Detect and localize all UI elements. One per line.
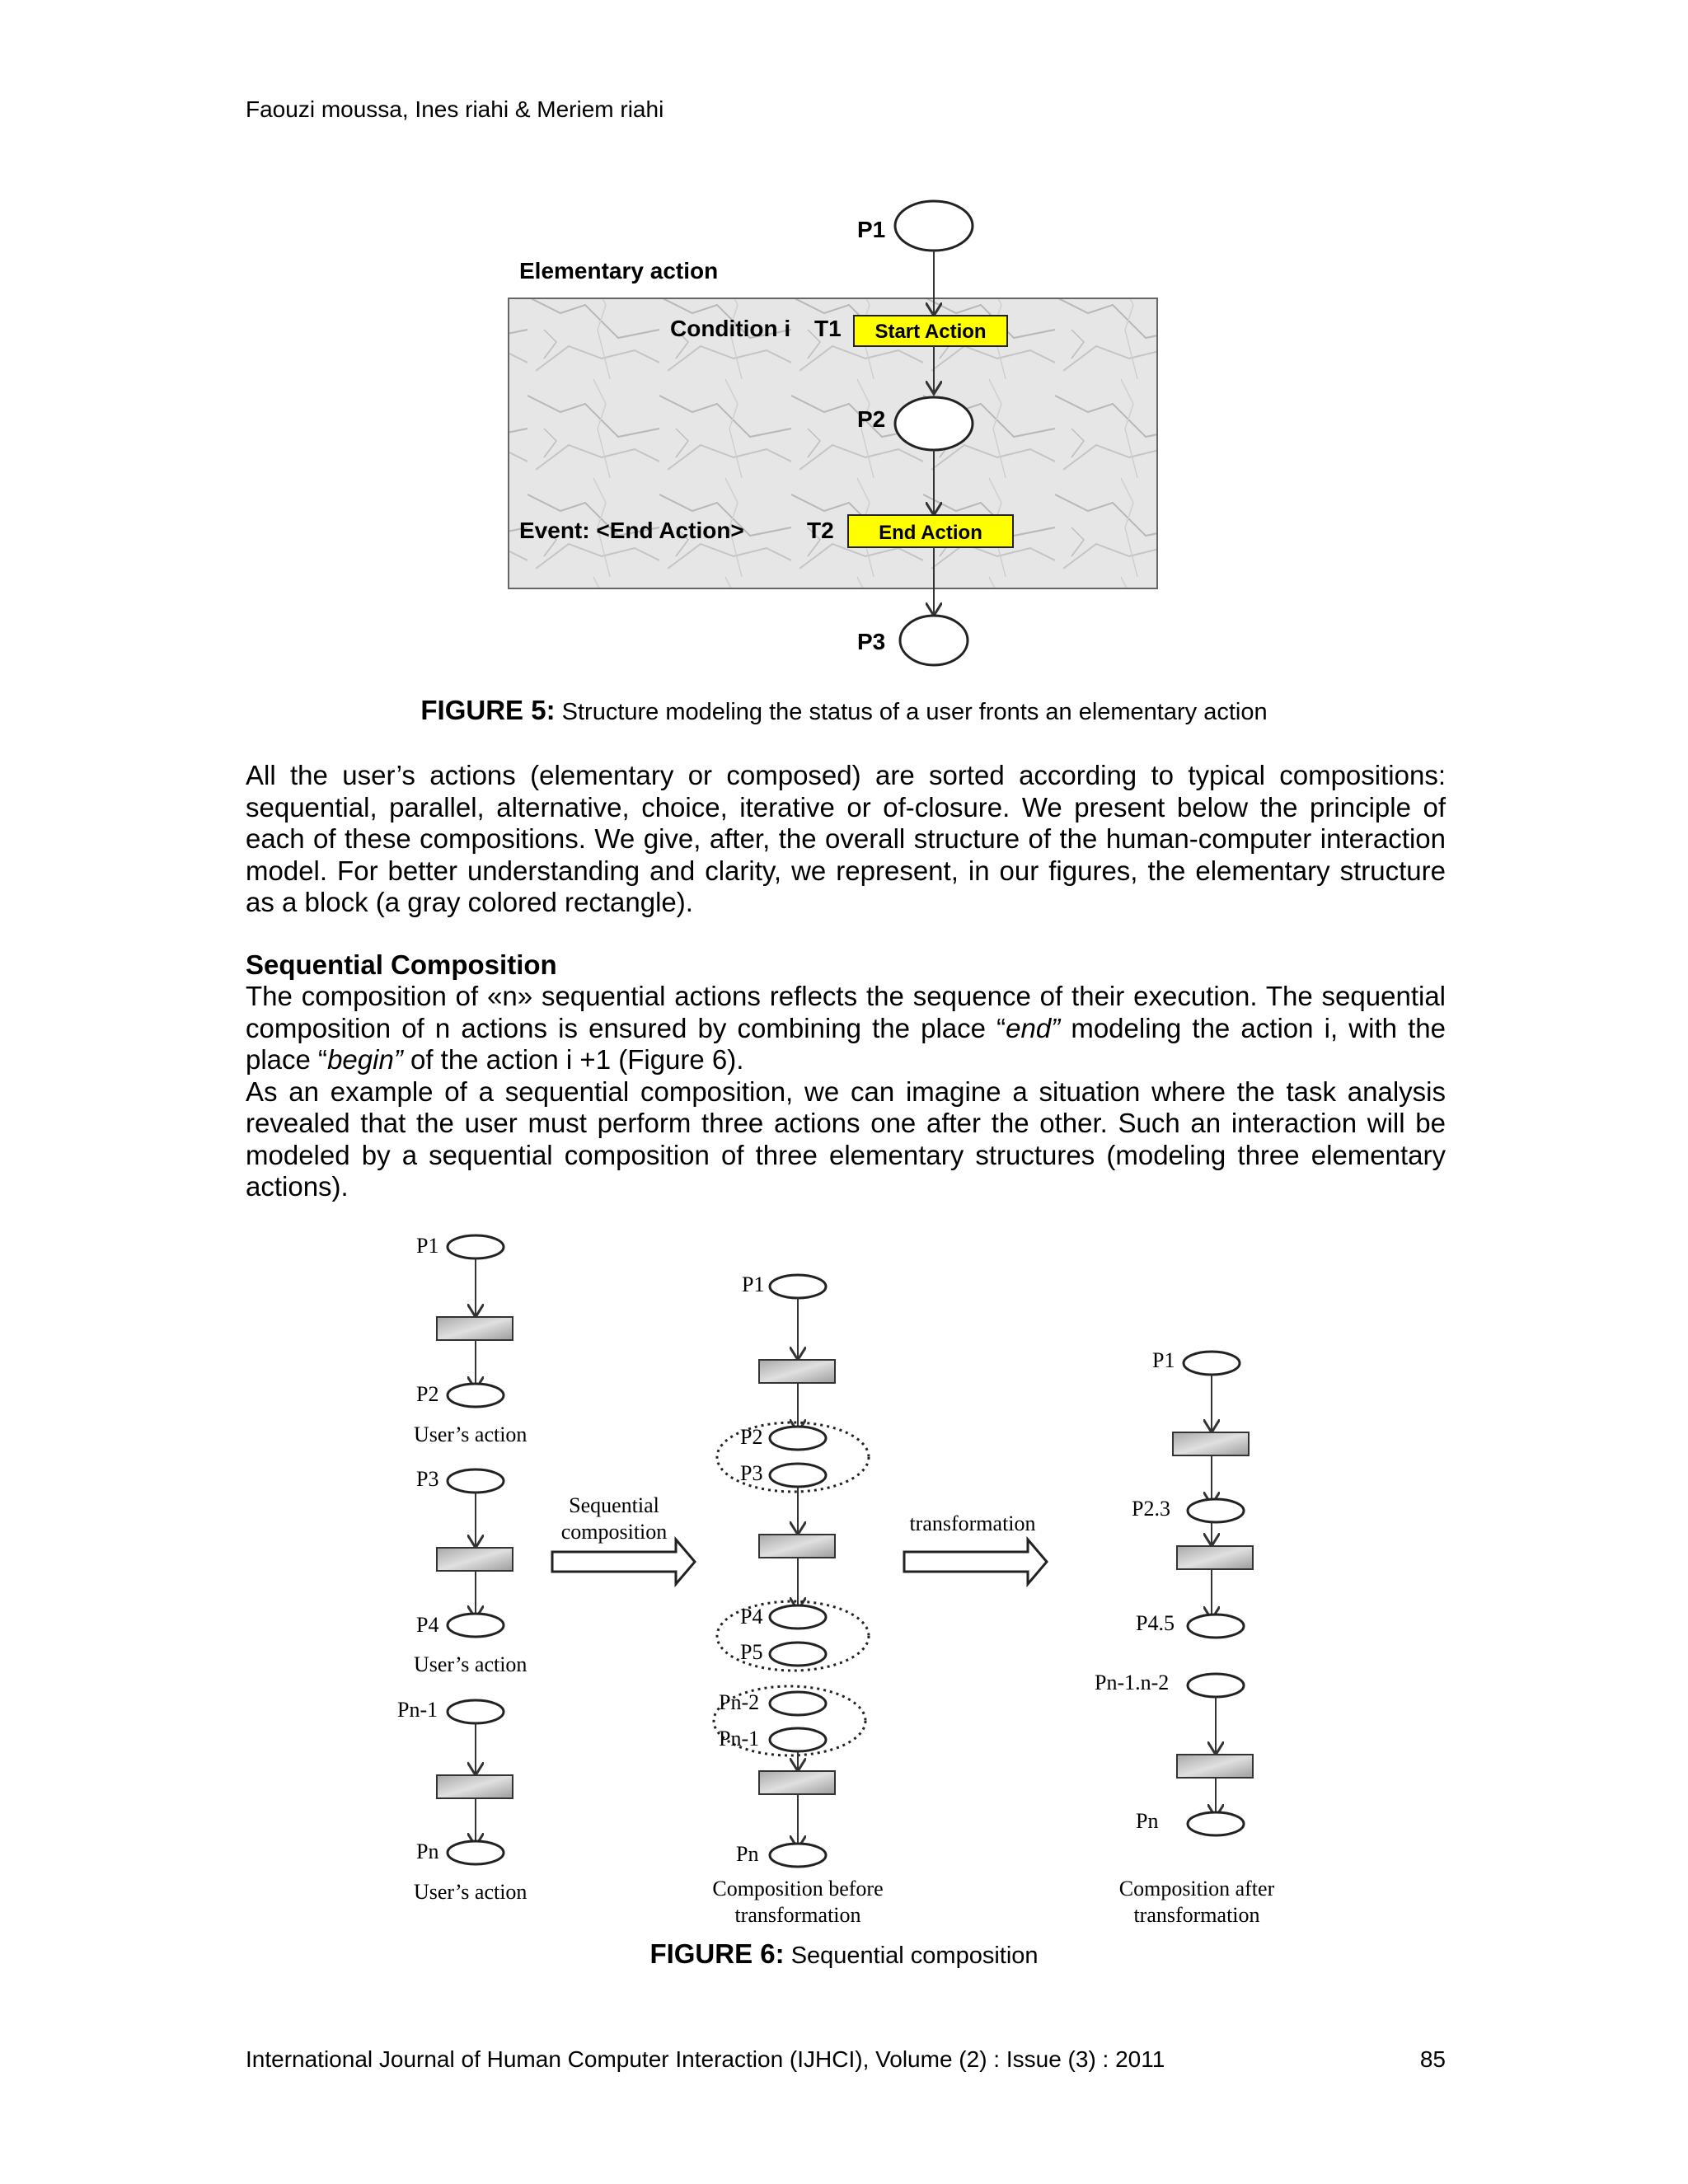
fig6-mid-p4: P4 <box>740 1605 763 1629</box>
fig6-right-pn-1-n-2: Pn-1.n-2 <box>1095 1671 1170 1694</box>
running-head: Faouzi moussa, Ines riahi & Meriem riahi <box>246 96 664 122</box>
fig6-mid-pn: Pn <box>736 1842 759 1866</box>
fig6-left-block-2 <box>437 1548 513 1571</box>
fig6-left-column <box>397 1234 527 1904</box>
figure-6-caption-text: Sequential composition <box>790 1943 1039 1969</box>
fig6-right-column <box>1095 1348 1275 1927</box>
fig6-left-users-action-1: User’s action <box>414 1422 528 1446</box>
paragraph-example-text: As an example of a sequential composition, we can imagine a situation where the task analysis revealed that the user must perform three actions one after the other. Such an interaction will be modeled by a sequential composition of three elementary structures (modeling three elementary actions). <box>246 1076 1446 1202</box>
fig6-transformation-arrow <box>904 1540 1047 1584</box>
fig5-title: Elementary action <box>519 258 719 284</box>
fig6-left-pn-1: Pn-1 <box>397 1698 438 1722</box>
fig6-mid-block-1 <box>759 1360 835 1383</box>
figure-5-caption-text: Structure modeling the status of a user fronts an elementary action <box>561 699 1268 725</box>
fig5-p2-label: P2 <box>857 406 886 432</box>
paragraph-sequential-text <box>246 981 1446 1076</box>
fig6-mid-pn-1: Pn-1 <box>719 1727 760 1750</box>
fig6-left-users-action-2: User’s action <box>414 1652 528 1676</box>
fig6-left-pn: Pn <box>416 1840 439 1863</box>
page-number: 85 <box>1419 2046 1446 2072</box>
paragraph-compositions-text: All the user’s actions (elementary or composed) are sorted according to typical compositions: sequential, parallel, alternative, choice, iterative or of-closure. We present below the principle of each of these compositions. We give, after, the overall structure of the human-computer interaction model. For better understanding and clarity, we represent, in our figures, the elementary structure as a block (a gray colored rectangle). <box>246 760 1446 917</box>
fig5-event-label: Event: <End Action> <box>519 518 744 543</box>
fig5-elementary-block <box>509 298 1157 588</box>
fig6-mid-p1: P1 <box>742 1272 765 1296</box>
fig5-place-p2 <box>895 397 973 450</box>
figure-6-caption-label: FIGURE 6: <box>649 1938 785 1969</box>
paragraph2-part-c: of the action i +1 (Figure 6). <box>402 1044 744 1075</box>
fig6-left-p1: P1 <box>416 1234 439 1258</box>
fig6-mid-p3: P3 <box>740 1461 763 1485</box>
fig6-arrow1-label-line2: composition <box>560 1520 668 1544</box>
fig5-start-action-label: Start Action <box>874 321 987 343</box>
fig6-left-p4: P4 <box>416 1613 439 1637</box>
fig6-sequential-arrow <box>552 1540 695 1584</box>
journal-footer: International Journal of Human Computer Interaction (IJHCI), Volume (2) : Issue (3) : 2011 <box>246 2046 1165 2072</box>
paragraph2-part-a: The composition of «n» sequential actions reflects the sequence of their execution. The sequential composition of n actions is ensured by combining the place “ <box>246 981 1446 1043</box>
fig6-left-p2: P2 <box>416 1382 439 1406</box>
fig5-place-p3 <box>900 616 968 665</box>
fig5-condition-label: Condition i <box>670 316 791 341</box>
fig6-mid-label-line2: transformation <box>734 1903 861 1927</box>
figure-5-caption-label: FIGURE 5: <box>420 695 556 725</box>
figure-5-caption <box>0 695 1688 726</box>
paragraph-compositions <box>246 760 1446 919</box>
fig6-right-p23: P2.3 <box>1132 1497 1170 1521</box>
fig5-t2-label: T2 <box>807 518 834 543</box>
fig6-right-label-line2: transformation <box>1133 1903 1260 1927</box>
fig6-mid-p2: P2 <box>740 1425 763 1449</box>
fig5-t1-label: T1 <box>814 316 842 341</box>
fig6-arrow2-label: transformation <box>909 1511 1036 1535</box>
fig6-mid-label-line1: Composition before <box>712 1877 884 1900</box>
fig6-right-block-1 <box>1173 1432 1249 1455</box>
fig6-left-block-1 <box>437 1317 513 1340</box>
fig5-place-p1 <box>895 201 973 251</box>
fig6-left-block-3 <box>437 1775 513 1798</box>
fig6-mid-pn-2: Pn-2 <box>719 1690 760 1714</box>
fig6-right-pn: Pn <box>1136 1809 1159 1833</box>
fig6-middle-column <box>712 1272 883 1927</box>
paragraph2-begin-word: begin” <box>327 1044 403 1075</box>
paragraph2-part-b: modeling the action i, with the place “ <box>246 1012 1446 1075</box>
fig6-left-p3: P3 <box>416 1467 439 1491</box>
figure-6-diagram <box>0 1212 1688 1929</box>
fig6-right-block-2 <box>1177 1546 1253 1569</box>
figure-6-caption <box>0 1938 1688 1970</box>
fig5-end-action-label: End Action <box>879 522 982 544</box>
fig6-right-block-3 <box>1177 1755 1253 1778</box>
fig6-left-users-action-3: User’s action <box>414 1880 528 1904</box>
paragraph2-end-word: end” <box>1006 1012 1061 1043</box>
fig6-right-p45: P4.5 <box>1136 1611 1175 1635</box>
fig6-right-p1: P1 <box>1152 1348 1175 1372</box>
figure-5-diagram <box>0 181 1688 676</box>
fig6-arrow1-label-line1: Sequential <box>569 1493 659 1517</box>
fig5-p3-label: P3 <box>857 629 886 654</box>
fig6-mid-p5: P5 <box>740 1640 763 1664</box>
paragraph-sequential <box>246 981 1446 1203</box>
fig6-right-label-line1: Composition after <box>1118 1877 1275 1900</box>
fig6-mid-block-2 <box>759 1535 835 1558</box>
section-heading: Sequential Composition <box>246 949 557 980</box>
fig6-mid-block-3 <box>759 1771 835 1794</box>
fig5-p1-label: P1 <box>857 217 886 242</box>
